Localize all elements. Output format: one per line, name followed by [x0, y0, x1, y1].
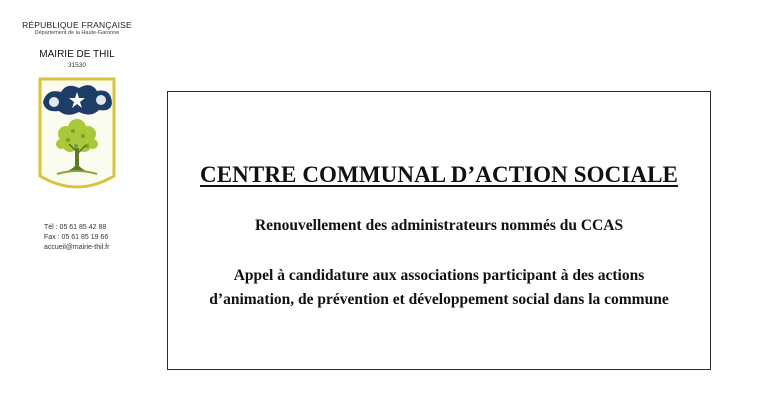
email-address: accueil@mairie-thil.fr	[44, 244, 110, 251]
emblem-face-left	[49, 97, 59, 107]
fax-number: Fax : 05 61 85 19 66	[44, 234, 109, 241]
notice-subtitle: Renouvellement des administrateurs nommés du CCAS	[254, 217, 624, 234]
contact-block	[44, 223, 134, 253]
mairie-name: MAIRIE DE THIL	[39, 49, 115, 60]
emblem-face-right	[96, 95, 106, 105]
republic-heading: RÉPUBLIQUE FRANÇAISE	[22, 20, 132, 30]
postcode: 31530	[67, 62, 87, 69]
page-title: CENTRE COMMUNAL D’ACTION SOCIALE	[200, 162, 678, 187]
phone-number: Tél : 05 61 85 42 88	[44, 224, 107, 231]
call-line-2: d’animation, de prévention et développement social dans la commune	[209, 291, 669, 308]
call-for-candidates	[168, 264, 710, 312]
call-line-1: Appel à candidature aux associations participant à des actions	[233, 267, 645, 284]
notice-frame	[167, 91, 711, 370]
department-line: Département de la Haute-Garonne	[34, 30, 120, 36]
letterhead	[14, 20, 140, 196]
tree-emblem-icon	[37, 76, 117, 196]
